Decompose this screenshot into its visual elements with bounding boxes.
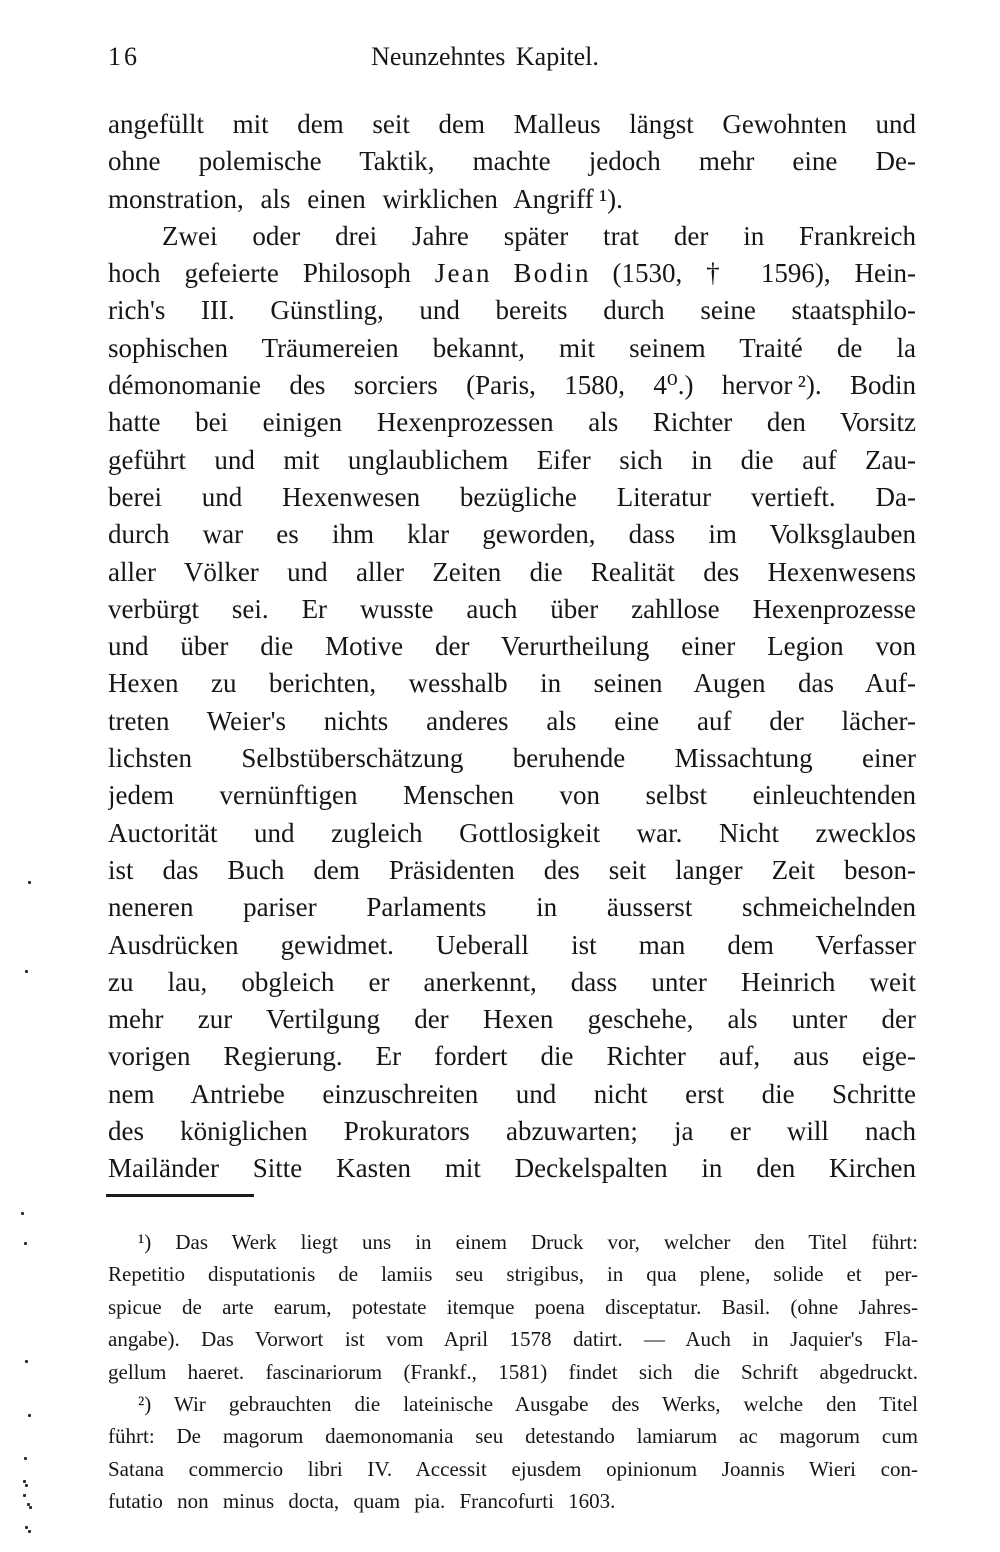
footnote-line: futatio non minus docta, quam pia. Francofurti 1603. bbox=[108, 1489, 616, 1514]
text-line: treten Weier's nichts anderes als eine auf der lächer- bbox=[108, 705, 916, 736]
scan-speckle bbox=[21, 1212, 24, 1215]
footnote-line: angabe). Das Vorwort ist vom April 1578 datirt. — Auch in Jaquier's Fla- bbox=[108, 1327, 918, 1352]
text-line: hoch gefeierte Philosoph J e a n B o d i n (1530, † 1596), Hein- bbox=[108, 258, 916, 289]
text-line: ist das Buch dem Präsidenten des seit langer Zeit beson- bbox=[108, 854, 916, 885]
footnote-line: Repetitio disputationis de lamiis seu strigibus, in qua plene, solide et per- bbox=[108, 1262, 918, 1287]
footnote-line: führt: De magorum daemonomania seu detestando lamiarum ac magorum cum bbox=[108, 1424, 918, 1449]
text-line: mehr zur Vertilgung der Hexen geschehe, als unter der bbox=[108, 1004, 916, 1035]
running-title: Neunzehntes Kapitel. bbox=[371, 42, 599, 71]
text-line: verbürgt sei. Er wusste auch über zahllose Hexenprozesse bbox=[108, 593, 916, 624]
text-line: berei und Hexenwesen bezügliche Literatur vertieft. Da- bbox=[108, 481, 916, 512]
scan-speckle bbox=[28, 881, 31, 884]
text-line: Mailänder Sitte Kasten mit Deckelspalten in den Kirchen bbox=[108, 1153, 916, 1184]
scan-speckle bbox=[28, 1414, 31, 1417]
scan-speckle bbox=[23, 1480, 26, 1483]
text-line: geführt und mit unglaublichem Eifer sich in die auf Zau- bbox=[108, 444, 916, 475]
text-line: démonomanie des sorciers (Paris, 1580, 4⁰.) hervor ²). Bodin bbox=[108, 370, 916, 401]
text-line: hatte bei einigen Hexenprozessen als Richter den Vorsitz bbox=[108, 407, 916, 438]
text-line: vorigen Regierung. Er fordert die Richter auf, aus eige- bbox=[108, 1041, 916, 1072]
text-line: Zwei oder drei Jahre später trat der in Frankreich bbox=[162, 220, 916, 251]
scan-speckle bbox=[28, 1530, 31, 1533]
text-line: monstration, als einen wirklichen Angriff ¹). bbox=[108, 183, 623, 214]
text-line: und über die Motive der Verurtheilung einer Legion von bbox=[108, 631, 916, 662]
footnote-line: ¹) Das Werk liegt uns in einem Druck vor, welcher den Titel führt: bbox=[138, 1230, 918, 1254]
text-line: neneren pariser Parlaments in äusserst schmeichelnden bbox=[108, 892, 916, 923]
scan-speckle bbox=[23, 1494, 26, 1497]
scan-speckle bbox=[25, 970, 28, 973]
text-line: ohne polemische Taktik, machte jedoch mehr eine De- bbox=[108, 146, 916, 177]
text-line: angefüllt mit dem seit dem Malleus längst Gewohnten und bbox=[108, 109, 916, 139]
footnote-line: gellum haeret. fascinariorum (Frankf., 1581) findet sich die Schrift abgedruckt. bbox=[108, 1359, 918, 1384]
text-line: sophischen Träumereien bekannt, mit seinem Traité de la bbox=[108, 332, 916, 363]
text-line: des königlichen Prokurators abzuwarten; ja er will nach bbox=[108, 1116, 916, 1147]
footnote-line: ²) Wir gebrauchten die lateinische Ausgabe des Werks, welche den Titel bbox=[138, 1391, 918, 1416]
text-line: rich's III. Günstling, und bereits durch seine staatsphilo- bbox=[108, 295, 916, 326]
scan-speckle bbox=[24, 1457, 27, 1460]
scan-speckle bbox=[25, 1484, 28, 1487]
text-line: nem Antriebe einzuschreiten und nicht erst die Schritte bbox=[108, 1078, 916, 1109]
text-line: lichsten Selbstüberschätzung beruhende Missachtung einer bbox=[108, 743, 916, 774]
text-line: Hexen zu berichten, wesshalb in seinen Augen das Auf- bbox=[108, 668, 916, 699]
footnote-line: Satana commercio libri IV. Accessit ejusdem opinionum Joannis Wieri con- bbox=[108, 1456, 918, 1481]
text-line: aller Völker und aller Zeiten die Realität des Hexenwesens bbox=[108, 556, 916, 587]
scan-speckle bbox=[24, 1242, 27, 1245]
text-line: durch war es ihm klar geworden, dass im Volksglauben bbox=[108, 519, 916, 550]
text-line: Ausdrücken gewidmet. Ueberall ist man dem Verfasser bbox=[108, 929, 916, 960]
text-line: Auctorität und zugleich Gottlosigkeit war. Nicht zwecklos bbox=[108, 817, 916, 848]
scan-speckle bbox=[25, 1360, 28, 1363]
footnote-line: spicue de arte earum, potestate itemque poena disceptatur. Basil. (ohne Jahres- bbox=[108, 1294, 918, 1319]
text-line: jedem vernünftigen Menschen von selbst einleuchtenden bbox=[108, 780, 916, 811]
page-number: 16 bbox=[108, 42, 140, 71]
text-line: zu lau, obgleich er anerkennt, dass unter Heinrich weit bbox=[108, 966, 916, 997]
scan-speckle bbox=[25, 1526, 28, 1529]
scan-speckle bbox=[29, 1506, 32, 1509]
